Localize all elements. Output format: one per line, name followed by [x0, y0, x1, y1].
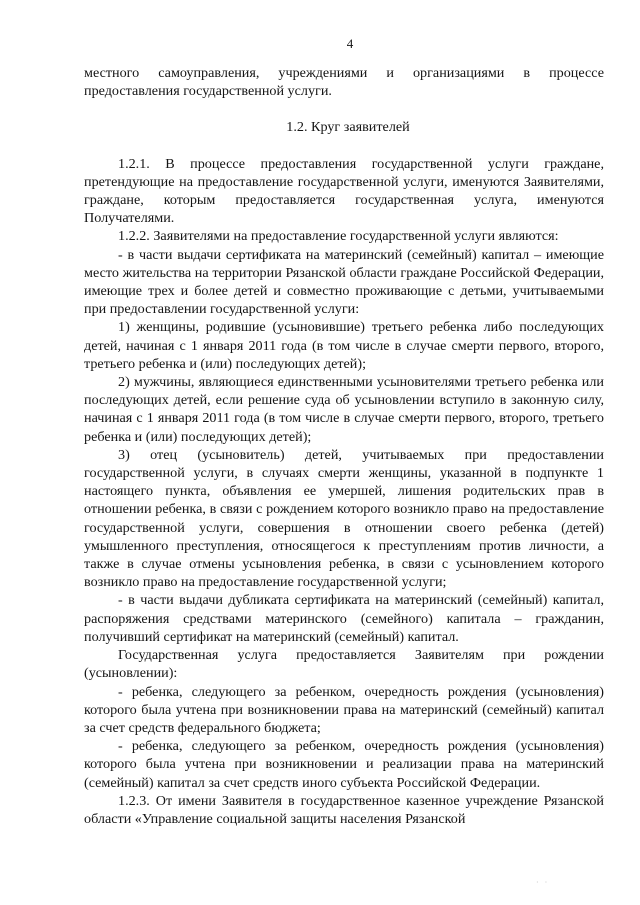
list-item-women: 1) женщины, родившие (усыновившие) третьего ребенка либо последующих детей, начиная с 1 января 2011 года (в том числе в случае смерти первого, второго, третьего ребенка и (или) последующих детей);: [84, 319, 604, 372]
paragraph-1-2-3: 1.2.3. От имени Заявителя в государственное казенное учреждение Рязанской области «Управление социальной защиты населения Рязанской: [84, 792, 604, 827]
list-item-men: 2) мужчины, являющиеся единственными усыновителями третьего ребенка или последующих детей, если решение суда об усыновлении вступило в законную силу, начиная с 1 января 2011 года (в том числе в случае смерти первого, второго, третьего ребенка и (или) последующих детей);: [84, 374, 604, 445]
paragraph-1-2-2: 1.2.2. Заявителями на предоставление государственной услуги являются:: [118, 228, 559, 245]
page-number: 4: [346, 36, 354, 51]
list-item-father: 3) отец (усыновитель) детей, учитываемых при предоставлении государственной услуги, в случаях смерти женщины, указанной в подпункте 1 настоящего пункта, объявления ее умершей, лишения родительских прав в отношении ребенка, в связи с рождением которого возникло право на предоставление государственной услуги, совершения в отношении своего ребенка (детей) умышленного преступления, относящегося к преступлениям против личности, а также в случае отмены усыновления ребенка, в связи с усыновлением которого возникло право на предоставление государственной услуги;: [84, 446, 604, 591]
scan-corner-mark: · ·: [536, 878, 550, 887]
list-item-federal-budget: - ребенка, следующего за ребенком, очередность рождения (усыновления) которого была учтена при возникновении права на материнский (семейный) капитал за счет средств федерального бюджета;: [84, 683, 604, 736]
paragraph-service-provided: Государственная услуга предоставляется Заявителям при рождении (усыновлении):: [84, 647, 604, 682]
section-title: 1.2. Круг заявителей: [286, 119, 410, 136]
list-item-certificate: - в части выдачи сертификата на материнский (семейный) капитал – имеющие место жительства на территории Рязанской области граждане Российской Федерации, имеющие трех и более детей и совместно проживающие с детьми, учитываемыми при предоставлении государственной услуги:: [84, 246, 604, 318]
list-item-duplicate: - в части выдачи дубликата сертификата на материнский (семейный) капитал, распоряжения средствами материнского (семейного) капитала – гражданин, получивший сертификат на материнский (семейный) капитал.: [84, 592, 604, 645]
list-item-other-subject: - ребенка, следующего за ребенком, очередность рождения (усыновления) которого была учтена при возникновении и реализации права на материнский (семейный) капитал за счет средств иного субъекта Российской Федерации.: [84, 738, 604, 791]
intro-paragraph: местного самоуправления, учреждениями и организациями в процессе предоставления государственной услуги.: [84, 65, 604, 100]
paragraph-1-2-1: 1.2.1. В процессе предоставления государственной услуги граждане, претендующие на предоставление государственной услуги, именуются Заявителями, граждане, которым предоставляется государственная услуга, именуются Получателями.: [84, 155, 604, 227]
